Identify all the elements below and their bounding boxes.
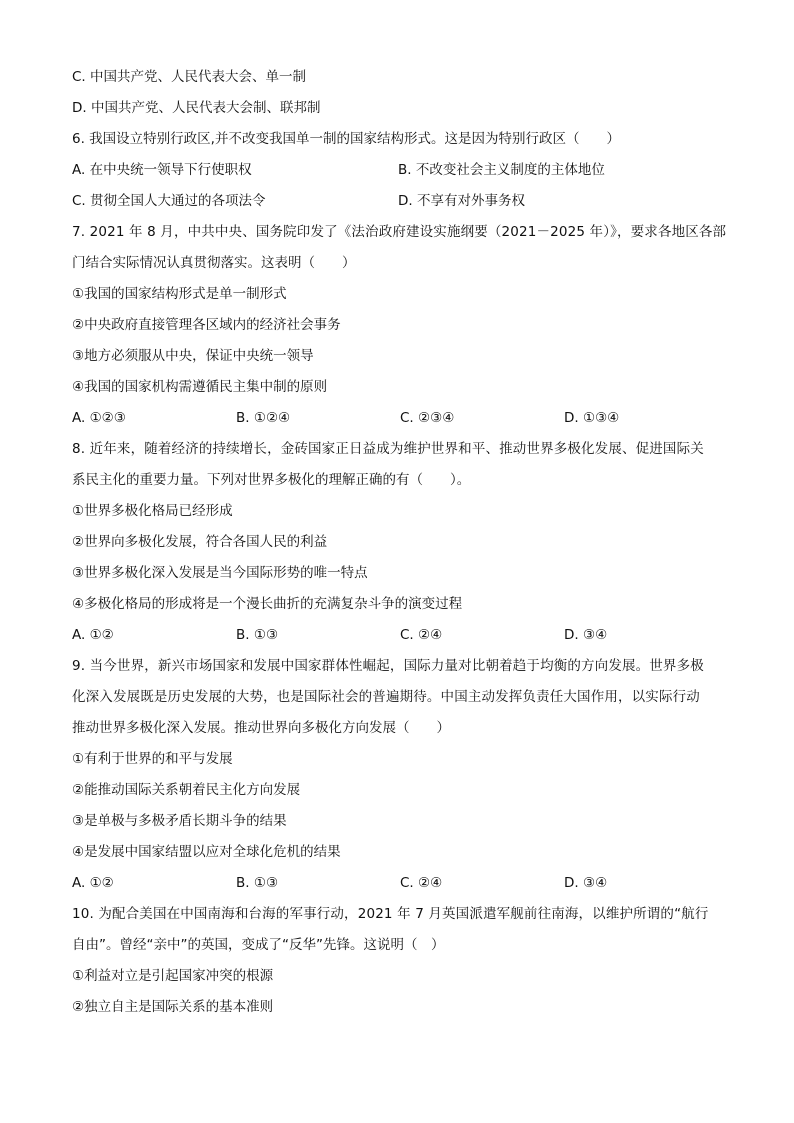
q8-options — [72, 620, 728, 651]
q8-statement: ④多极化格局的形成将是一个漫长曲折的充满复杂斗争的演变过程 — [72, 596, 463, 612]
q7-option-b: B. ①②④ — [236, 410, 291, 426]
q9-option-d: D. ③④ — [564, 875, 608, 891]
q9-option-b: B. ①③ — [236, 875, 279, 891]
q9-stem-line: 化深入发展既是历史发展的大势，也是国际社会的普遍期待。中国主动发挥负责任大国作用，以实际行动 — [72, 689, 700, 705]
q7-stem-line: 7. 2021 年 8 月，中共中央、国务院印发了《法治政府建设实施纲要（2021－2025 年）》，要求各地区各部 — [72, 224, 727, 240]
q7-options — [72, 403, 728, 434]
q6-option-c: C. 贯彻全国人大通过的各项法令 — [72, 193, 266, 209]
q7-stem-line: 门结合实际情况认真贯彻落实。这表明（ ） — [72, 255, 356, 271]
q6-option-a: A. 在中央统一领导下行使职权 — [72, 162, 252, 178]
q8-stem-line: 8. 近年来，随着经济的持续增长，金砖国家正日益成为维护世界和平、推动世界多极化发展、促进国际关 — [72, 441, 704, 457]
q5-option-d: D. 中国共产党、人民代表大会制、联邦制 — [72, 100, 321, 116]
q6-option-d: D. 不享有对外事务权 — [398, 193, 525, 209]
q8-option-b: B. ①③ — [236, 627, 279, 643]
q8-option-d: D. ③④ — [564, 627, 608, 643]
q9-options — [72, 868, 728, 899]
q10-stem-line: 10. 为配合美国在中国南海和台海的军事行动，2021 年 7 月英国派遣军舰前往南海，以维护所谓的“航行 — [72, 906, 709, 922]
exam-page — [72, 62, 728, 1023]
q10-statement: ②独立自主是国际关系的基本准则 — [72, 999, 274, 1015]
q8-statement: ②世界向多极化发展，符合各国人民的利益 — [72, 534, 328, 550]
q9-stem-line: 9. 当今世界，新兴市场国家和发展中国家群体性崛起，国际力量对比朝着趋于均衡的方向发展。世界多极 — [72, 658, 704, 674]
q10-stem-line: 自由”。曾经“亲中”的英国，变成了“反华”先锋。这说明（ ） — [72, 937, 445, 953]
q6-stem: 6. 我国设立特别行政区,并不改变我国单一制的国家结构形式。这是因为特别行政区（ ） — [72, 131, 620, 147]
q9-statement: ①有利于世界的和平与发展 — [72, 751, 233, 767]
q7-option-d: D. ①③④ — [564, 410, 620, 426]
q9-statement: ④是发展中国家结盟以应对全球化危机的结果 — [72, 844, 341, 860]
q8-option-a: A. ①② — [72, 627, 114, 643]
q8-statement: ①世界多极化格局已经形成 — [72, 503, 233, 519]
q7-statement: ①我国的国家结构形式是单一制形式 — [72, 286, 287, 302]
q9-option-c: C. ②④ — [400, 875, 443, 891]
q9-statement: ③是单极与多极矛盾长期斗争的结果 — [72, 813, 287, 829]
q7-option-c: C. ②③④ — [400, 410, 455, 426]
q8-option-c: C. ②④ — [400, 627, 443, 643]
q7-option-a: A. ①②③ — [72, 410, 126, 426]
q9-option-a: A. ①② — [72, 875, 114, 891]
q7-statement: ④我国的国家机构需遵循民主集中制的原则 — [72, 379, 328, 395]
q6-options-row-2 — [72, 186, 728, 217]
q9-stem-line: 推动世界多极化深入发展。推动世界向多极化方向发展（ ） — [72, 720, 450, 736]
q8-statement: ③世界多极化深入发展是当今国际形势的唯一特点 — [72, 565, 368, 581]
q5-option-c: C. 中国共产党、人民代表大会、单一制 — [72, 69, 307, 85]
q10-statement: ①利益对立是引起国家冲突的根源 — [72, 968, 274, 984]
q7-statement: ②中央政府直接管理各区域内的经济社会事务 — [72, 317, 341, 333]
q6-option-b: B. 不改变社会主义制度的主体地位 — [398, 162, 605, 178]
q7-statement: ③地方必须服从中央，保证中央统一领导 — [72, 348, 314, 364]
q6-options-row-1 — [72, 155, 728, 186]
q8-stem-line: 系民主化的重要力量。下列对世界多极化的理解正确的有（ ）。 — [72, 472, 471, 488]
q9-statement: ②能推动国际关系朝着民主化方向发展 — [72, 782, 301, 798]
